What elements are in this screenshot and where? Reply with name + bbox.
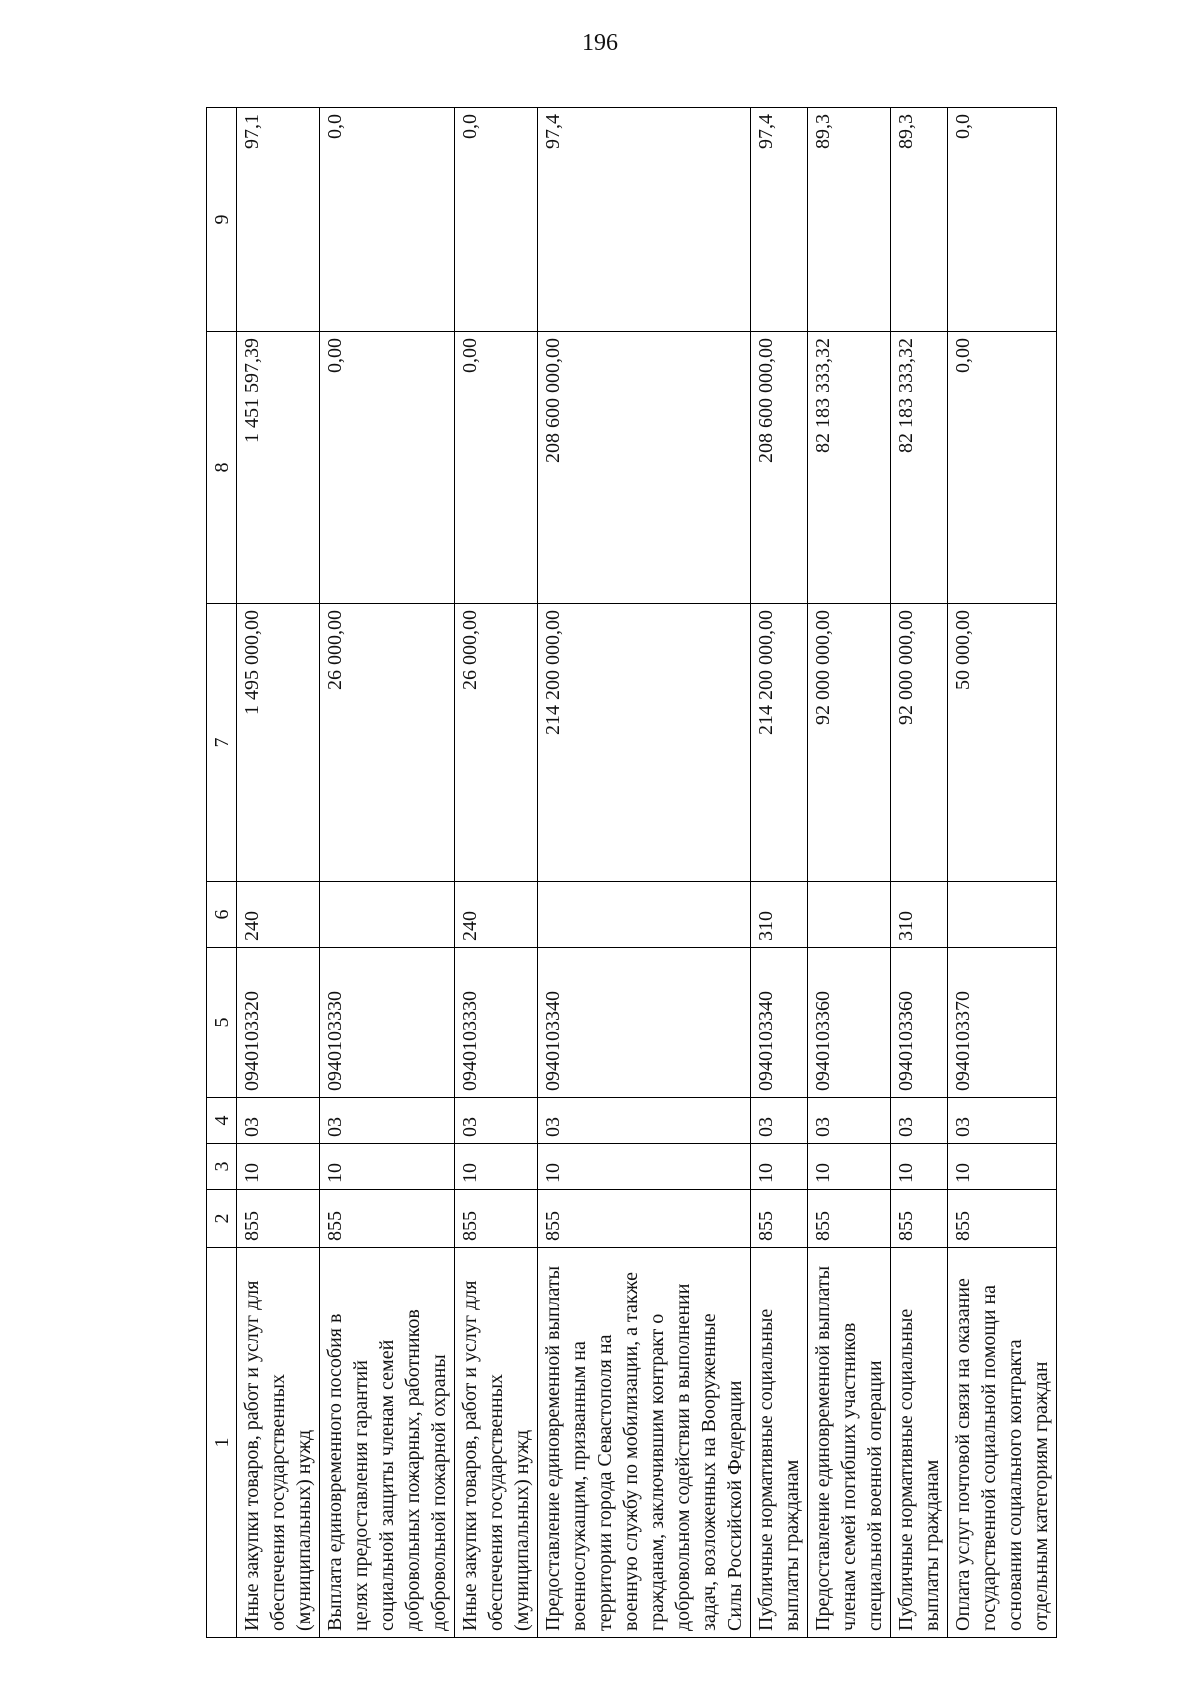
- header-cell: 2: [207, 1190, 237, 1248]
- cell-grbs: 855: [538, 1190, 751, 1248]
- table-row: [320, 108, 455, 1638]
- description-line: Публичные нормативные социальные: [895, 1308, 917, 1631]
- description-line: гражданам, заключившим контракт о: [646, 1313, 668, 1631]
- description-line: государственной социальной помощи на: [978, 1284, 1000, 1631]
- cell-execution-percent: 97,4: [751, 108, 808, 332]
- cell-expense-type: 310: [751, 882, 808, 948]
- cell-approved-amount: 26 000,00: [320, 604, 455, 882]
- description-line: (муниципальных) нужд: [293, 1429, 315, 1631]
- cell-executed-amount: 0,00: [948, 332, 1057, 604]
- description-line: Оплата услуг почтовой связи на оказание: [952, 1278, 974, 1631]
- cell-expense-type: [808, 882, 891, 948]
- cell-execution-percent: 0,0: [948, 108, 1057, 332]
- description-line: членам семей погибших участников: [838, 1322, 860, 1631]
- cell-description: [808, 1248, 891, 1638]
- description-line: специальной военной операции: [864, 1360, 886, 1631]
- cell-approved-amount: 50 000,00: [948, 604, 1057, 882]
- table-row: [948, 108, 1057, 1638]
- description-line: Силы Российской Федерации: [724, 1380, 746, 1631]
- cell-executed-amount: 208 600 000,00: [538, 332, 751, 604]
- cell-description: [751, 1248, 808, 1638]
- description-line: военную службу по мобилизации, а также: [620, 1271, 642, 1631]
- cell-execution-percent: 97,4: [538, 108, 751, 332]
- header-cell: 6: [207, 882, 237, 948]
- cell-section: 10: [538, 1144, 751, 1190]
- cell-approved-amount: 92 000 000,00: [808, 604, 891, 882]
- description-line: территории города Севастополя на: [594, 1334, 616, 1631]
- cell-execution-percent: 0,0: [455, 108, 538, 332]
- rotated-table-container: [206, 108, 1086, 1638]
- cell-grbs: 855: [320, 1190, 455, 1248]
- cell-target-article: 0940103330: [455, 948, 538, 1098]
- description-line: (муниципальных) нужд: [511, 1429, 533, 1631]
- cell-subsection: 03: [891, 1098, 948, 1144]
- cell-subsection: 03: [237, 1098, 320, 1144]
- cell-approved-amount: 92 000 000,00: [891, 604, 948, 882]
- description-line: отдельным категориям граждан: [1030, 1361, 1052, 1631]
- cell-expense-type: [538, 882, 751, 948]
- cell-executed-amount: 0,00: [455, 332, 538, 604]
- header-cell: 9: [207, 108, 237, 332]
- description-line: обеспечения государственных: [485, 1373, 507, 1631]
- cell-expense-type: [948, 882, 1057, 948]
- cell-executed-amount: 208 600 000,00: [751, 332, 808, 604]
- cell-executed-amount: 82 183 333,32: [808, 332, 891, 604]
- table-row: [538, 108, 751, 1638]
- cell-target-article: 0940103360: [808, 948, 891, 1098]
- cell-executed-amount: 82 183 333,32: [891, 332, 948, 604]
- description-line: выплаты гражданам: [781, 1459, 803, 1631]
- cell-execution-percent: 89,3: [891, 108, 948, 332]
- cell-execution-percent: 89,3: [808, 108, 891, 332]
- cell-section: 10: [751, 1144, 808, 1190]
- cell-description: [320, 1248, 455, 1638]
- cell-expense-type: [320, 882, 455, 948]
- header-row: [207, 108, 237, 1638]
- cell-execution-percent: 0,0: [320, 108, 455, 332]
- cell-grbs: 855: [891, 1190, 948, 1248]
- cell-section: 10: [237, 1144, 320, 1190]
- cell-execution-percent: 97,1: [237, 108, 320, 332]
- description-line: Предоставление единовременной выплаты: [542, 1265, 564, 1631]
- cell-target-article: 0940103370: [948, 948, 1057, 1098]
- cell-grbs: 855: [237, 1190, 320, 1248]
- page-number: 196: [582, 30, 618, 56]
- table-row: [237, 108, 320, 1638]
- header-cell: 7: [207, 604, 237, 882]
- table-row: [891, 108, 948, 1638]
- description-line: добровольном содействии в выполнении: [672, 1283, 694, 1631]
- table-row: [808, 108, 891, 1638]
- cell-approved-amount: 26 000,00: [455, 604, 538, 882]
- cell-description: [237, 1248, 320, 1638]
- cell-target-article: 0940103340: [751, 948, 808, 1098]
- cell-target-article: 0940103320: [237, 948, 320, 1098]
- cell-section: 10: [948, 1144, 1057, 1190]
- cell-subsection: 03: [538, 1098, 751, 1144]
- cell-target-article: 0940103360: [891, 948, 948, 1098]
- description-line: основании социального контракта: [1004, 1339, 1026, 1631]
- description-line: Иные закупки товаров, работ и услуг для: [459, 1280, 481, 1631]
- cell-subsection: 03: [808, 1098, 891, 1144]
- cell-section: 10: [455, 1144, 538, 1190]
- cell-subsection: 03: [751, 1098, 808, 1144]
- header-cell: 4: [207, 1098, 237, 1144]
- cell-grbs: 855: [455, 1190, 538, 1248]
- cell-grbs: 855: [948, 1190, 1057, 1248]
- budget-table: [206, 107, 1057, 1638]
- cell-section: 10: [320, 1144, 455, 1190]
- header-cell: 8: [207, 332, 237, 604]
- cell-target-article: 0940103340: [538, 948, 751, 1098]
- table-row: [455, 108, 538, 1638]
- cell-grbs: 855: [808, 1190, 891, 1248]
- description-line: Выплата единовременного пособия в: [324, 1313, 346, 1631]
- description-line: Иные закупки товаров, работ и услуг для: [241, 1280, 263, 1631]
- cell-approved-amount: 214 200 000,00: [538, 604, 751, 882]
- cell-section: 10: [808, 1144, 891, 1190]
- cell-description: [948, 1248, 1057, 1638]
- description-line: задач, возложенных на Вооруженные: [698, 1313, 720, 1631]
- cell-subsection: 03: [948, 1098, 1057, 1144]
- header-cell: 5: [207, 948, 237, 1098]
- cell-subsection: 03: [320, 1098, 455, 1144]
- description-line: целях предоставления гарантий: [350, 1360, 372, 1631]
- cell-expense-type: 240: [455, 882, 538, 948]
- description-line: социальной защиты членам семей: [376, 1339, 398, 1631]
- description-line: добровольной пожарной охраны: [428, 1354, 450, 1631]
- cell-executed-amount: 0,00: [320, 332, 455, 604]
- description-line: Публичные нормативные социальные: [755, 1308, 777, 1631]
- description-line: обеспечения государственных: [267, 1373, 289, 1631]
- table-row: [751, 108, 808, 1638]
- description-line: добровольных пожарных, работников: [402, 1309, 424, 1631]
- cell-expense-type: 310: [891, 882, 948, 948]
- cell-approved-amount: 214 200 000,00: [751, 604, 808, 882]
- cell-executed-amount: 1 451 597,39: [237, 332, 320, 604]
- cell-grbs: 855: [751, 1190, 808, 1248]
- description-line: военнослужащим, призванным на: [568, 1341, 590, 1631]
- cell-target-article: 0940103330: [320, 948, 455, 1098]
- cell-description: [455, 1248, 538, 1638]
- header-cell: 3: [207, 1144, 237, 1190]
- cell-description: [538, 1248, 751, 1638]
- description-line: Предоставление единовременной выплаты: [812, 1265, 834, 1631]
- cell-approved-amount: 1 495 000,00: [237, 604, 320, 882]
- cell-expense-type: 240: [237, 882, 320, 948]
- cell-section: 10: [891, 1144, 948, 1190]
- cell-subsection: 03: [455, 1098, 538, 1144]
- cell-description: [891, 1248, 948, 1638]
- header-cell: 1: [207, 1248, 237, 1638]
- description-line: выплаты гражданам: [921, 1459, 943, 1631]
- rotated-table-sheet: [206, 108, 1086, 1638]
